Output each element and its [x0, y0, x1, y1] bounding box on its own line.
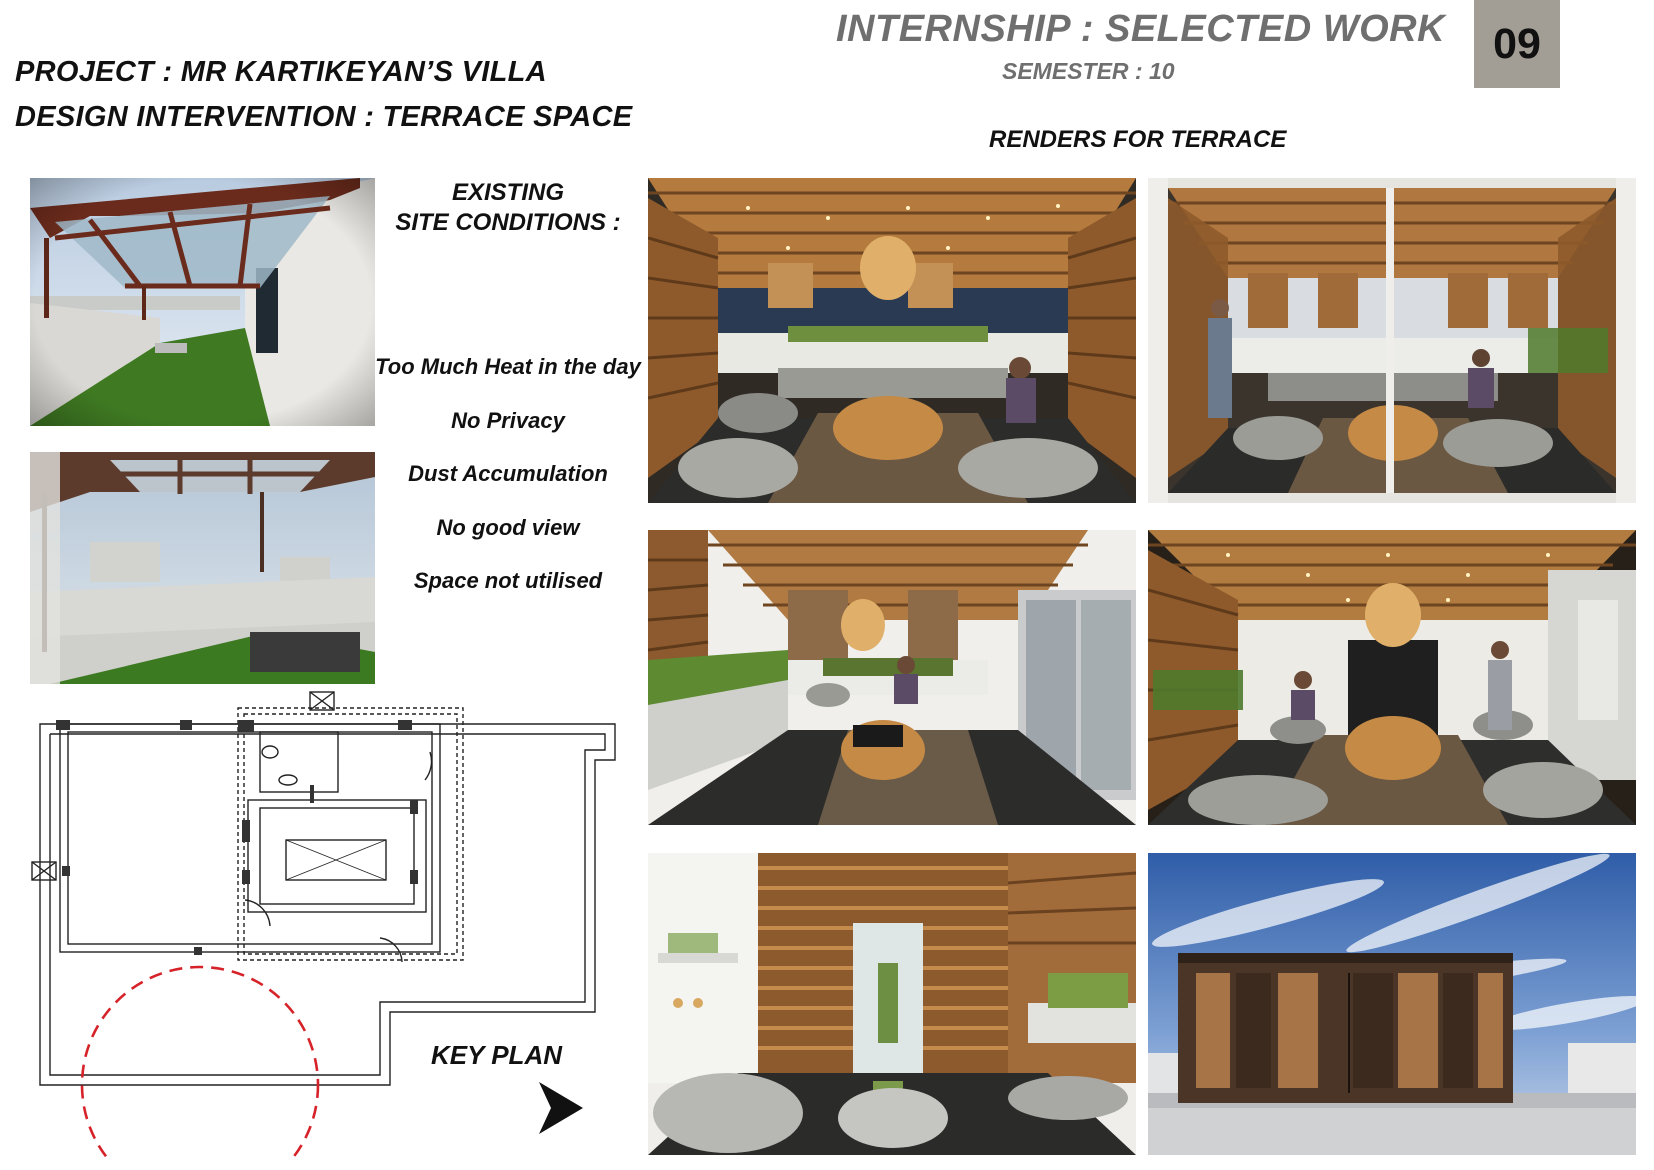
condition-item: Dust Accumulation: [408, 461, 608, 486]
key-plan-label: KEY PLAN: [431, 1040, 562, 1070]
terrace-render-5: [648, 853, 1136, 1155]
terrace-render-2: [1148, 178, 1636, 503]
project-title: PROJECT : MR KARTIKEYAN’S VILLA: [15, 56, 547, 88]
terrace-render-6: [1148, 853, 1636, 1155]
existing-conditions-heading: [378, 178, 638, 238]
design-intervention-title: DESIGN INTERVENTION : TERRACE SPACE: [15, 101, 633, 133]
site-photo-1: [30, 178, 375, 426]
renders-heading: RENDERS FOR TERRACE: [989, 126, 1287, 153]
existing-heading-line2: SITE CONDITIONS :: [395, 209, 621, 236]
condition-item: Space not utilised: [413, 568, 603, 593]
semester-label: SEMESTER : 10: [1002, 58, 1175, 84]
page-number-badge: [1474, 0, 1560, 88]
page-title: INTERNSHIP : SELECTED WORK: [836, 8, 1446, 50]
terrace-render-3: [648, 530, 1136, 825]
north-arrow-icon: [539, 1082, 583, 1134]
existing-heading-line1: EXISTING: [451, 179, 565, 206]
page-number: 09: [1493, 19, 1541, 68]
terrace-render-1: [648, 178, 1136, 503]
condition-item: No good view: [436, 515, 580, 540]
condition-item: No Privacy: [451, 408, 565, 433]
site-photo-2: [30, 452, 375, 684]
terrace-render-4: [1148, 530, 1636, 825]
key-plan-drawing: [30, 690, 620, 1160]
condition-item: Too Much Heat in the day: [375, 354, 641, 379]
